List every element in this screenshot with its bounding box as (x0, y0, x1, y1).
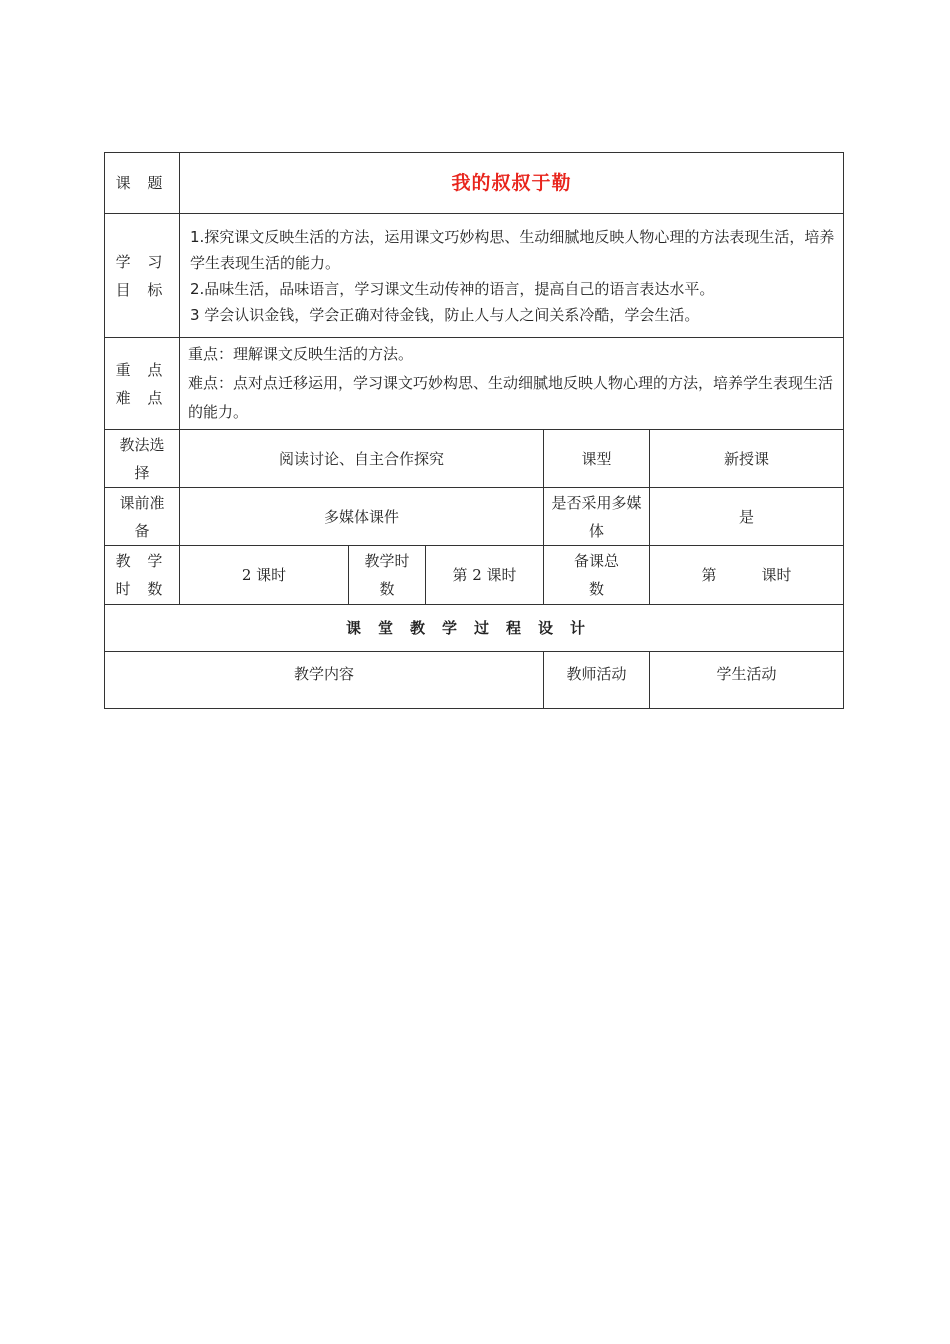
topic-title: 我的叔叔于勒 (180, 153, 844, 214)
keypoints-cell (180, 338, 844, 430)
goal-item-1: 1.探究课文反映生活的方法，运用课文巧妙构思、生动细腻地反映人物心理的方法表现生活，培养学生表现生活的能力。 (190, 227, 835, 272)
goals-label: 学 习 目 标 (105, 214, 180, 338)
hours-label: 教 学 时 数 (105, 546, 180, 605)
keypoints-label: 重 点 难 点 (105, 338, 180, 430)
difficult-point: 难点：点对点迁移运用，学习课文巧妙构思、生动细腻地反映人物心理的方法，培养学生表现生活的能力。 (188, 374, 834, 421)
hours-label-2: 教学时数 (349, 546, 426, 605)
method-label: 教法选择 (105, 430, 180, 488)
prep-label: 课前准备 (105, 488, 180, 546)
key-point: 重点：理解课文反映生活的方法。 (188, 345, 414, 363)
lesson-plan-sheet (104, 152, 843, 709)
method-value: 阅读讨论、自主合作探究 (180, 430, 544, 488)
topic-label: 课 题 (105, 153, 180, 214)
process-title: 课堂教学过程设计 (105, 605, 844, 652)
goal-item-3: 3 学会认识金钱，学会正确对待金钱，防止人与人之间关系冷酷，学会生活。 (190, 305, 700, 324)
lesson-plan-table (104, 152, 844, 709)
total-label: 备课总数 (544, 546, 650, 605)
multimedia-value: 是 (650, 488, 844, 546)
column-teacher (544, 652, 650, 709)
multimedia-label: 是否采用多媒 体 (544, 488, 650, 546)
column-teacher-label: 教师活动 (566, 665, 627, 683)
prep-value: 多媒体课件 (180, 488, 544, 546)
column-content: 教学内容 (105, 652, 544, 709)
total-value: 第 课时 (650, 546, 844, 605)
type-value: 新授课 (650, 430, 844, 488)
goals-cell (180, 214, 844, 338)
hours-value: 2 课时 (180, 546, 349, 605)
type-label: 课型 (544, 430, 650, 488)
column-student: 学生活动 (650, 652, 844, 709)
hours-current: 第 2 课时 (426, 546, 544, 605)
goal-item-2: 2.品味生活，品味语言，学习课文生动传神的语言，提高自己的语言表达水平。 (190, 279, 715, 298)
